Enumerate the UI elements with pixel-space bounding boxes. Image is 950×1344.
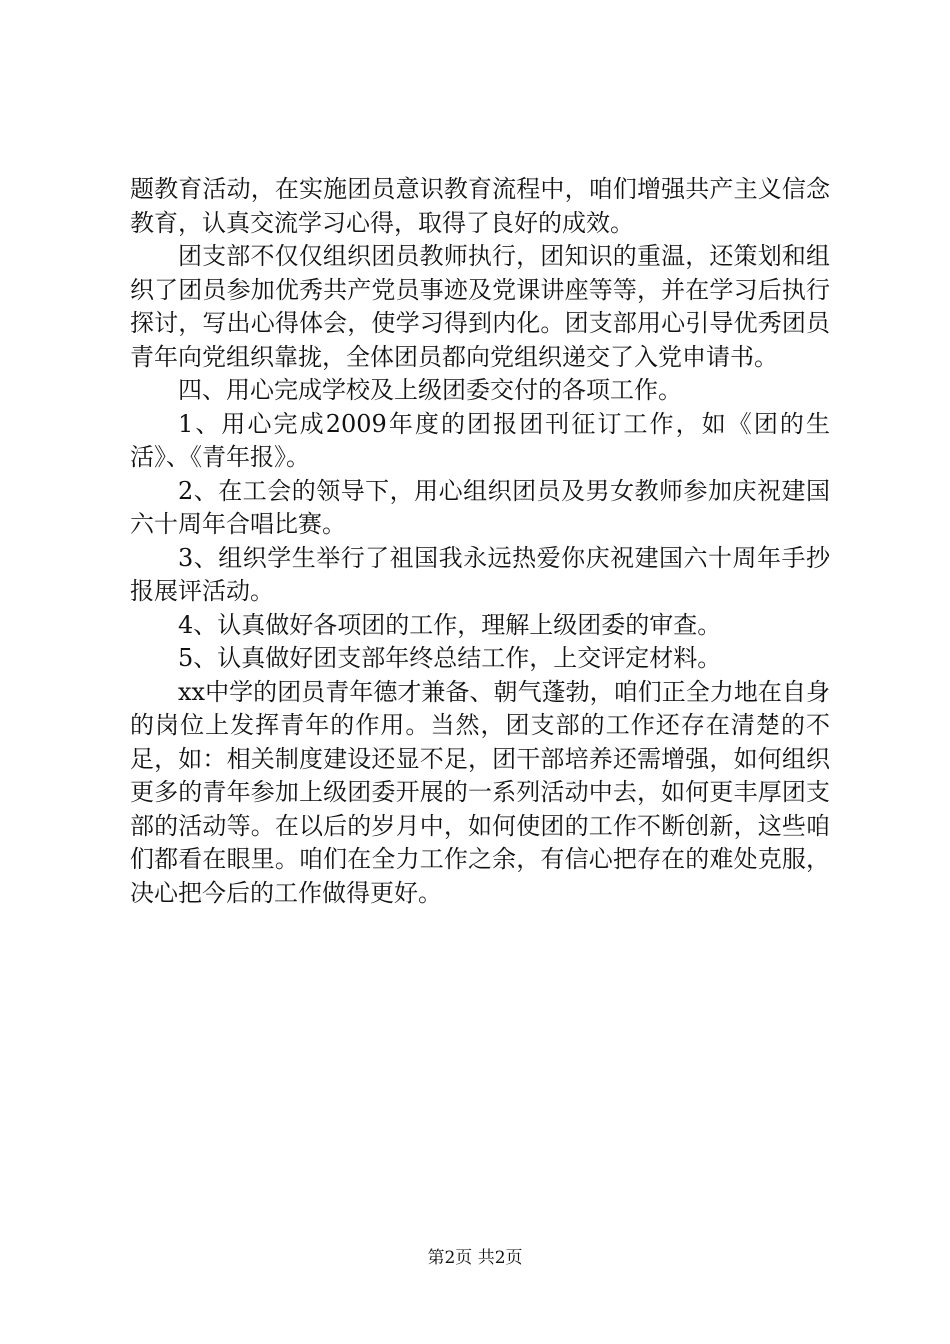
page-footer bbox=[0, 1243, 950, 1268]
paragraph-2: 团支部不仅仅组织团员教师执行，团知识的重温，还策划和组织了团员参加优秀共产党员事迹及党课讲座等等，并在学习后执行探讨，写出心得体会，使学习得到内化。团支部用心引导优秀团员青年向党组织靠拢，全体团员都向党组织递交了入党申请书。 bbox=[130, 242, 830, 371]
page-number-label: 第2页 共2页 bbox=[427, 1248, 523, 1268]
paragraph-1: 题教育活动，在实施团员意识教育流程中，咱们增强共产主义信念教育，认真交流学习心得，取得了良好的成效。 bbox=[130, 175, 830, 237]
paragraph-conclusion: xx中学的团员青年德才兼备、朝气蓬勃，咱们正全力地在自身的岗位上发挥青年的作用。当然，团支部的工作还存在清楚的不足，如：相关制度建设还显不足，团干部培养还需增强，如何组织更多的青年参加上级团委开展的一系列活动中去，如何更丰厚团支部的活动等。在以后的岁月中，如何使团的工作不断创新，这些咱们都看在眼里。咱们在全力工作之余，有信心把存在的难处克服，决心把今后的工作做得更好。 bbox=[130, 677, 830, 907]
list-item-2: 2、在工会的领导下，用心组织团员及男女教师参加庆祝建国六十周年合唱比赛。 bbox=[130, 476, 830, 538]
list-item-3: 3、组织学生举行了祖国我永远热爱你庆祝建国六十周年手抄报展评活动。 bbox=[130, 543, 830, 605]
list-item-1: 1、用心完成2009年度的团报团刊征订工作，如《团的生活》、《青年报》。 bbox=[130, 409, 830, 471]
list-item-4: 4、认真做好各项团的工作，理解上级团委的审查。 bbox=[178, 610, 722, 639]
section-heading-4: 四、用心完成学校及上级团委交付的各项工作。 bbox=[178, 376, 682, 404]
list-item-5: 5、认真做好团支部年终总结工作，上交评定材料。 bbox=[178, 644, 722, 672]
document-body bbox=[130, 173, 830, 910]
